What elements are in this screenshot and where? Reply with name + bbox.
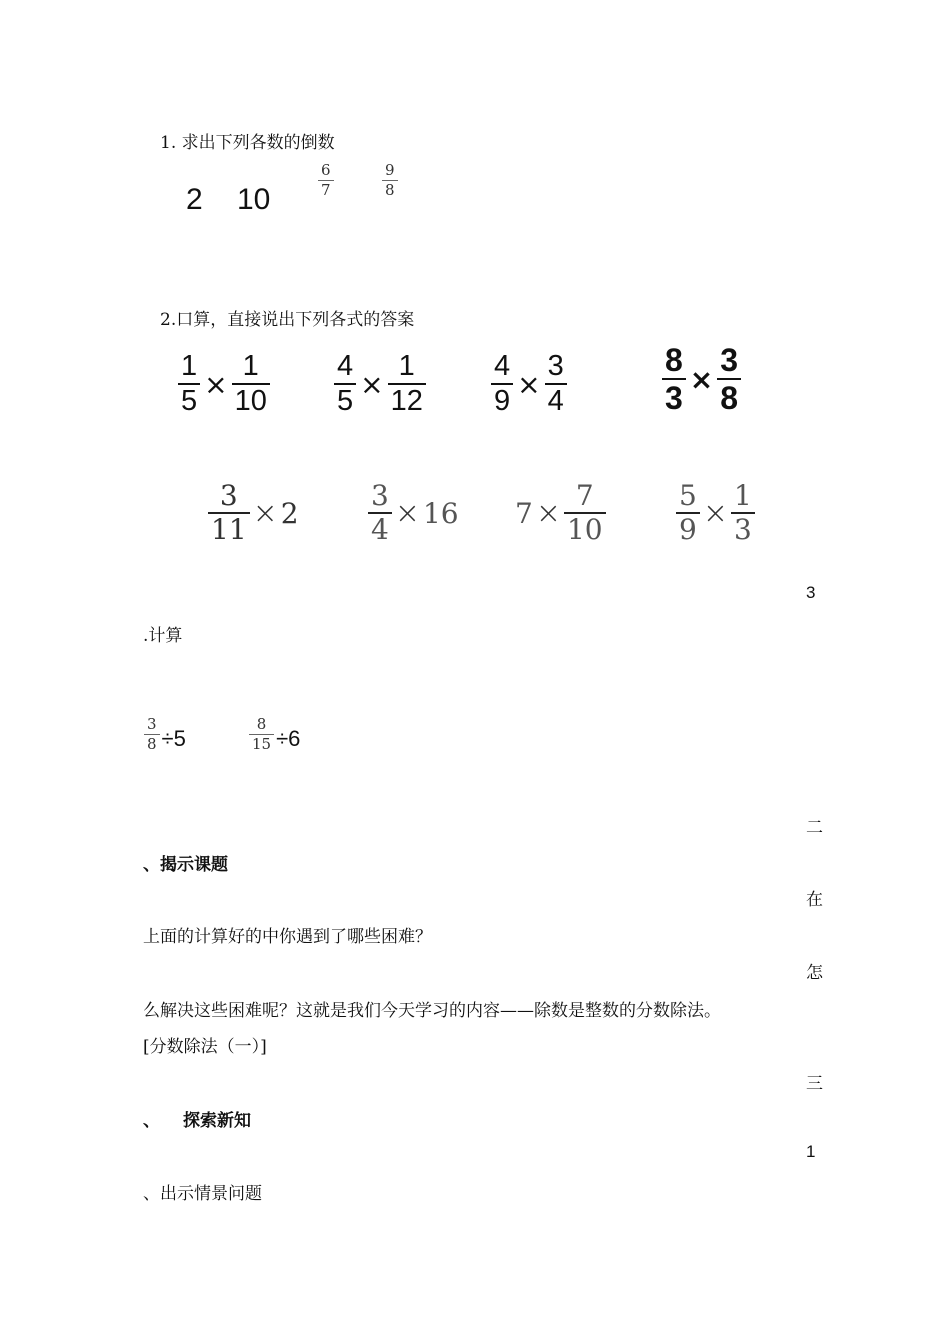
fraction: $\frac{8}{3}$	[662, 344, 686, 414]
part3-sub-number: 1	[806, 1142, 816, 1161]
fraction-numerator: 6	[321, 161, 331, 179]
fraction: $\frac{4}{5}$	[334, 352, 356, 416]
number-10: 10	[237, 183, 271, 216]
expression-2	[334, 352, 426, 416]
times-icon: ×	[702, 495, 728, 531]
fraction-6-7	[318, 163, 334, 198]
division-op: ÷5	[161, 726, 186, 751]
division-op: ÷6	[276, 726, 301, 751]
part3-heading-sep: 、	[143, 1111, 160, 1131]
fraction: $\frac{7}{10}$	[564, 482, 606, 544]
fraction: $\frac{3}{11}$	[208, 482, 250, 544]
times-icon: ×	[204, 367, 228, 401]
times-icon: ×	[689, 362, 714, 396]
part2-number: 二	[806, 818, 823, 838]
part3-heading: 探索新知	[183, 1111, 251, 1131]
fraction: $\frac{1}{3}$	[731, 482, 755, 544]
expression-3	[491, 352, 567, 416]
integer: 16	[422, 496, 459, 530]
integer: 2	[280, 496, 299, 530]
expression-5	[208, 479, 299, 546]
fraction: $\frac{8}{15}$	[249, 717, 274, 752]
times-icon: ×	[252, 495, 278, 531]
part3-number: 三	[806, 1074, 823, 1094]
part2-line3: [分数除法（一）]	[143, 1037, 267, 1057]
part2-line2: 么解决这些困难呢？这就是我们今天学习的内容——除数是整数的分数除法。	[143, 1001, 721, 1021]
part2-line1-lead: 在	[806, 890, 823, 910]
fraction: $\frac{1}{12}$	[388, 352, 426, 416]
expression-8	[676, 479, 755, 546]
fraction: $\frac{4}{9}$	[491, 352, 513, 416]
fraction-denominator: 8	[382, 180, 398, 198]
expression-1	[178, 352, 270, 416]
division-2	[249, 717, 300, 752]
part2-line1: 上面的计算好的中你遇到了哪些困难？	[143, 927, 432, 947]
fraction: $\frac{1}{5}$	[178, 352, 200, 416]
fraction: $\frac{3}{4}$	[368, 482, 392, 544]
part3-sub-heading: 、出示情景问题	[143, 1184, 262, 1204]
times-icon: ×	[360, 367, 384, 401]
part2-line2-lead: 怎	[806, 963, 823, 983]
division-1	[144, 717, 186, 752]
section2-title: 2.口算，直接说出下列各式的答案	[160, 310, 415, 330]
part2-heading: 、揭示课题	[143, 855, 228, 875]
expression-4	[662, 344, 741, 414]
number-2: 2	[186, 183, 203, 216]
fraction: $\frac{3}{8}$	[717, 344, 741, 414]
fraction: $\frac{3}{4}$	[545, 352, 567, 416]
fraction: $\frac{5}{9}$	[676, 482, 700, 544]
fraction: $\frac{1}{10}$	[232, 352, 270, 416]
integer: 7	[515, 496, 533, 530]
fraction-9-8	[382, 163, 398, 198]
expression-6	[368, 479, 459, 546]
fraction-denominator: 7	[318, 180, 334, 198]
fraction-numerator: 9	[385, 161, 395, 179]
times-icon: ×	[535, 495, 561, 531]
times-icon: ×	[394, 495, 420, 531]
times-icon: ×	[517, 367, 541, 401]
section3-title: .计算	[143, 626, 183, 646]
section1-title: 1. 求出下列各数的倒数	[160, 133, 335, 153]
expression-7	[515, 479, 606, 546]
fraction: $\frac{3}{8}$	[144, 717, 160, 752]
section3-number: 3	[806, 583, 816, 602]
